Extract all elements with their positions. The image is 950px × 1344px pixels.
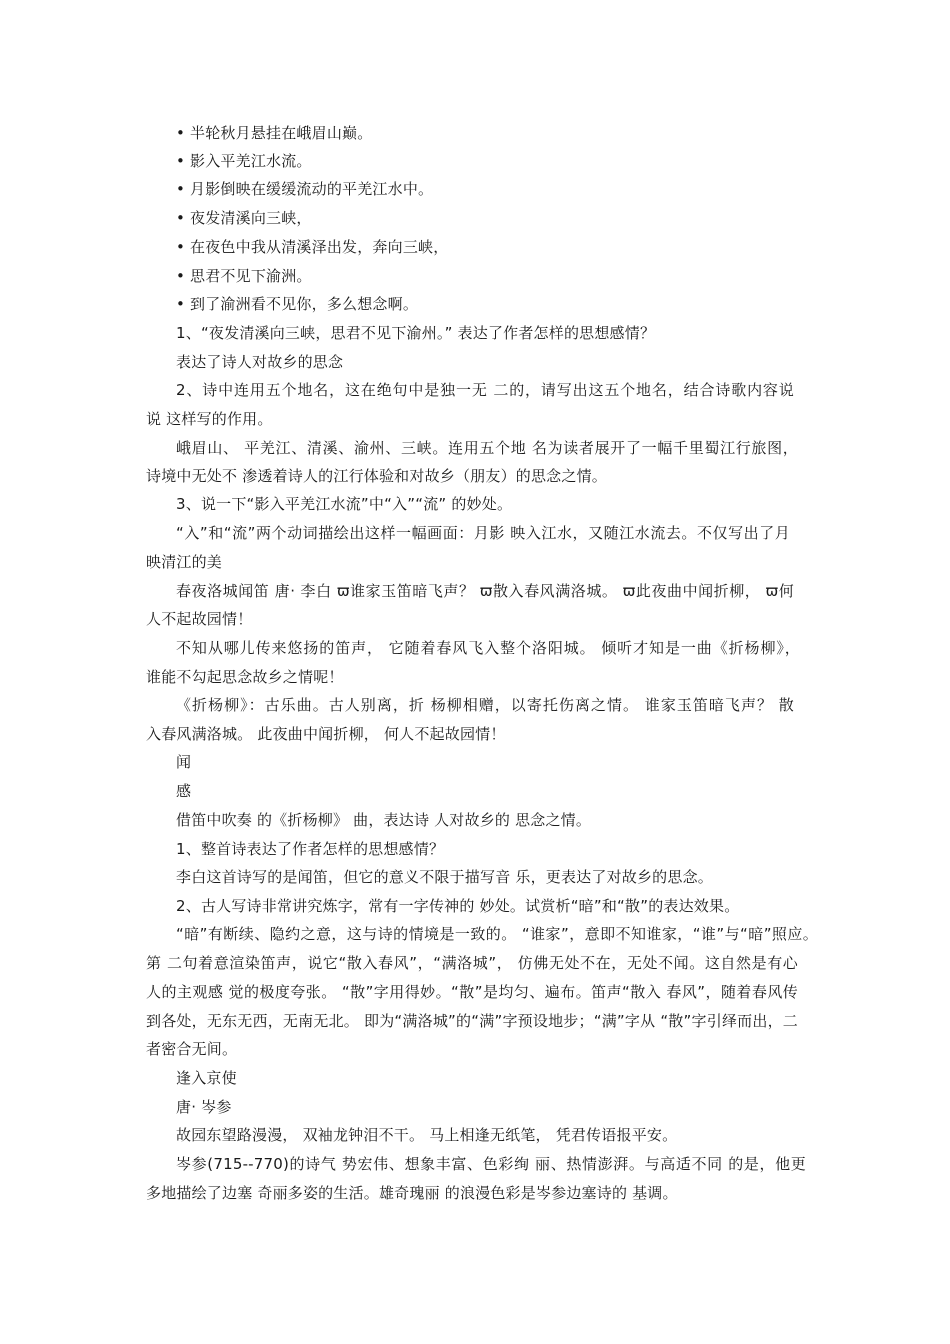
label-gan: 感	[176, 782, 192, 800]
poem-text: 故园东望路漫漫， 双袖龙钟泪不干。 马上相逢无纸笔， 凭君传语报平安。	[176, 1126, 678, 1144]
poem-author: 唐· 岑参	[176, 1098, 232, 1116]
answer-2-line: 诗境中无处不 渗透着诗人的江行体验和对故乡（朋友）的思念之情。	[146, 467, 607, 485]
translation-line: 不知从哪儿传来悠扬的笛声， 它随着春风飞入整个洛阳城。 倾听才知是一曲《折杨柳》，	[176, 639, 800, 657]
poem-line: 人不起故园情！	[146, 610, 253, 628]
translation-line: 谁能不勾起思念故乡之情呢！	[146, 668, 344, 686]
answer-5-line: 者密合无间。	[146, 1040, 238, 1058]
answer-5-line: 人的主观感 觉的极度夸张。 “散”字用得妙。“散”是均匀、遍布。笛声“散入 春风”，随着春风传	[146, 983, 798, 1001]
bio-line: 多地描绘了边塞 奇丽多姿的生活。雄奇瑰丽 的浪漫色彩是岑参边塞诗的 基调。	[146, 1184, 678, 1202]
answer-1: 表达了诗人对故乡的思念	[176, 353, 344, 371]
answer-2-line: 峨眉山、 平羌江、清溪、渝州、三峡。连用五个地 名为读者展开了一幅千里蜀江行旅图，	[176, 439, 798, 457]
poem-title: 逢入京使	[176, 1069, 237, 1087]
summary-line: 借笛中吹奏 的《折杨柳》 曲，表达诗 人对故乡的 思念之情。	[176, 811, 592, 829]
answer-4: 李白这首诗写的是闻笛，但它的意义不限于描写音 乐，更表达了对故乡的思念。	[176, 868, 713, 886]
note-line: 入春风满洛城。 此夜曲中闻折柳， 何人不起故园情！	[146, 725, 506, 743]
bullet-item: • 思君不见下渝洲。	[176, 267, 312, 285]
answer-5-line: “暗”有断续、隐约之意，这与诗的情境是一致的。 “谁家”，意即不知谁家，“谁”与“暗”照应。	[176, 925, 818, 943]
label-wen: 闻	[176, 753, 192, 771]
answer-5-line: 到各处，无东无西，无南无北。 即为“满洛城”的“满”字预设地步；“满”字从 “散”字引绎而出，二	[146, 1012, 798, 1030]
answer-3-line: 映清江的美	[146, 553, 223, 571]
question-1: 1、“夜发清溪向三峡，思君不见下渝州。” 表达了作者怎样的思想感情？	[176, 324, 656, 342]
bullet-item: • 月影倒映在缓缓流动的平羌江水中。	[176, 180, 434, 198]
bullet-item: • 到了渝洲看不见你，多么想念啊。	[176, 295, 419, 313]
bullet-item: • 半轮秋月悬挂在峨眉山巅。	[176, 124, 373, 142]
bullet-item: • 影入平羌江水流。	[176, 152, 312, 170]
question-2-line: 2、诗中连用五个地名，这在绝句中是独一无 二的，请写出这五个地名，结合诗歌内容说	[176, 381, 794, 399]
question-3: 3、说一下“影入平羌江水流”中“入”“流” 的妙处。	[176, 495, 513, 513]
bullet-item: • 夜发清溪向三峡，	[176, 209, 312, 227]
question-5: 2、古人写诗非常讲究炼字，常有一字传神的 妙处。试赏析“暗”和“散”的表达效果。	[176, 897, 740, 915]
bio-line: 岑参(715--770)的诗气 势宏伟、想象丰富、色彩绚 丽、热情澎湃。与高适不同 的是，他更	[176, 1155, 806, 1173]
bullet-item: • 在夜色中我从清溪泽出发，奔向三峡，	[176, 238, 449, 256]
poem-line: 春夜洛城闻笛 唐· 李白 ϖ谁家玉笛暗飞声？ ϖ散入春风满洛城。 ϖ此夜曲中闻折柳， ϖ何	[176, 582, 794, 600]
question-2-line: 说 这样写的作用。	[146, 410, 273, 428]
answer-3-line: “入”和“流”两个动词描绘出这样一幅画面：月影 映入江水，又随江水流去。不仅写出了月	[176, 524, 790, 542]
note-line: 《折杨柳》：古乐曲。古人别离，折 杨柳相赠，以寄托伤离之情。 谁家玉笛暗飞声？ 散	[176, 696, 794, 714]
question-4: 1、整首诗表达了作者怎样的思想感情？	[176, 840, 445, 858]
answer-5-line: 第 二句着意渲染笛声，说它“散入春风”，“满洛城”， 仿佛无处不在，无处不闻。这自然是有心	[146, 954, 798, 972]
